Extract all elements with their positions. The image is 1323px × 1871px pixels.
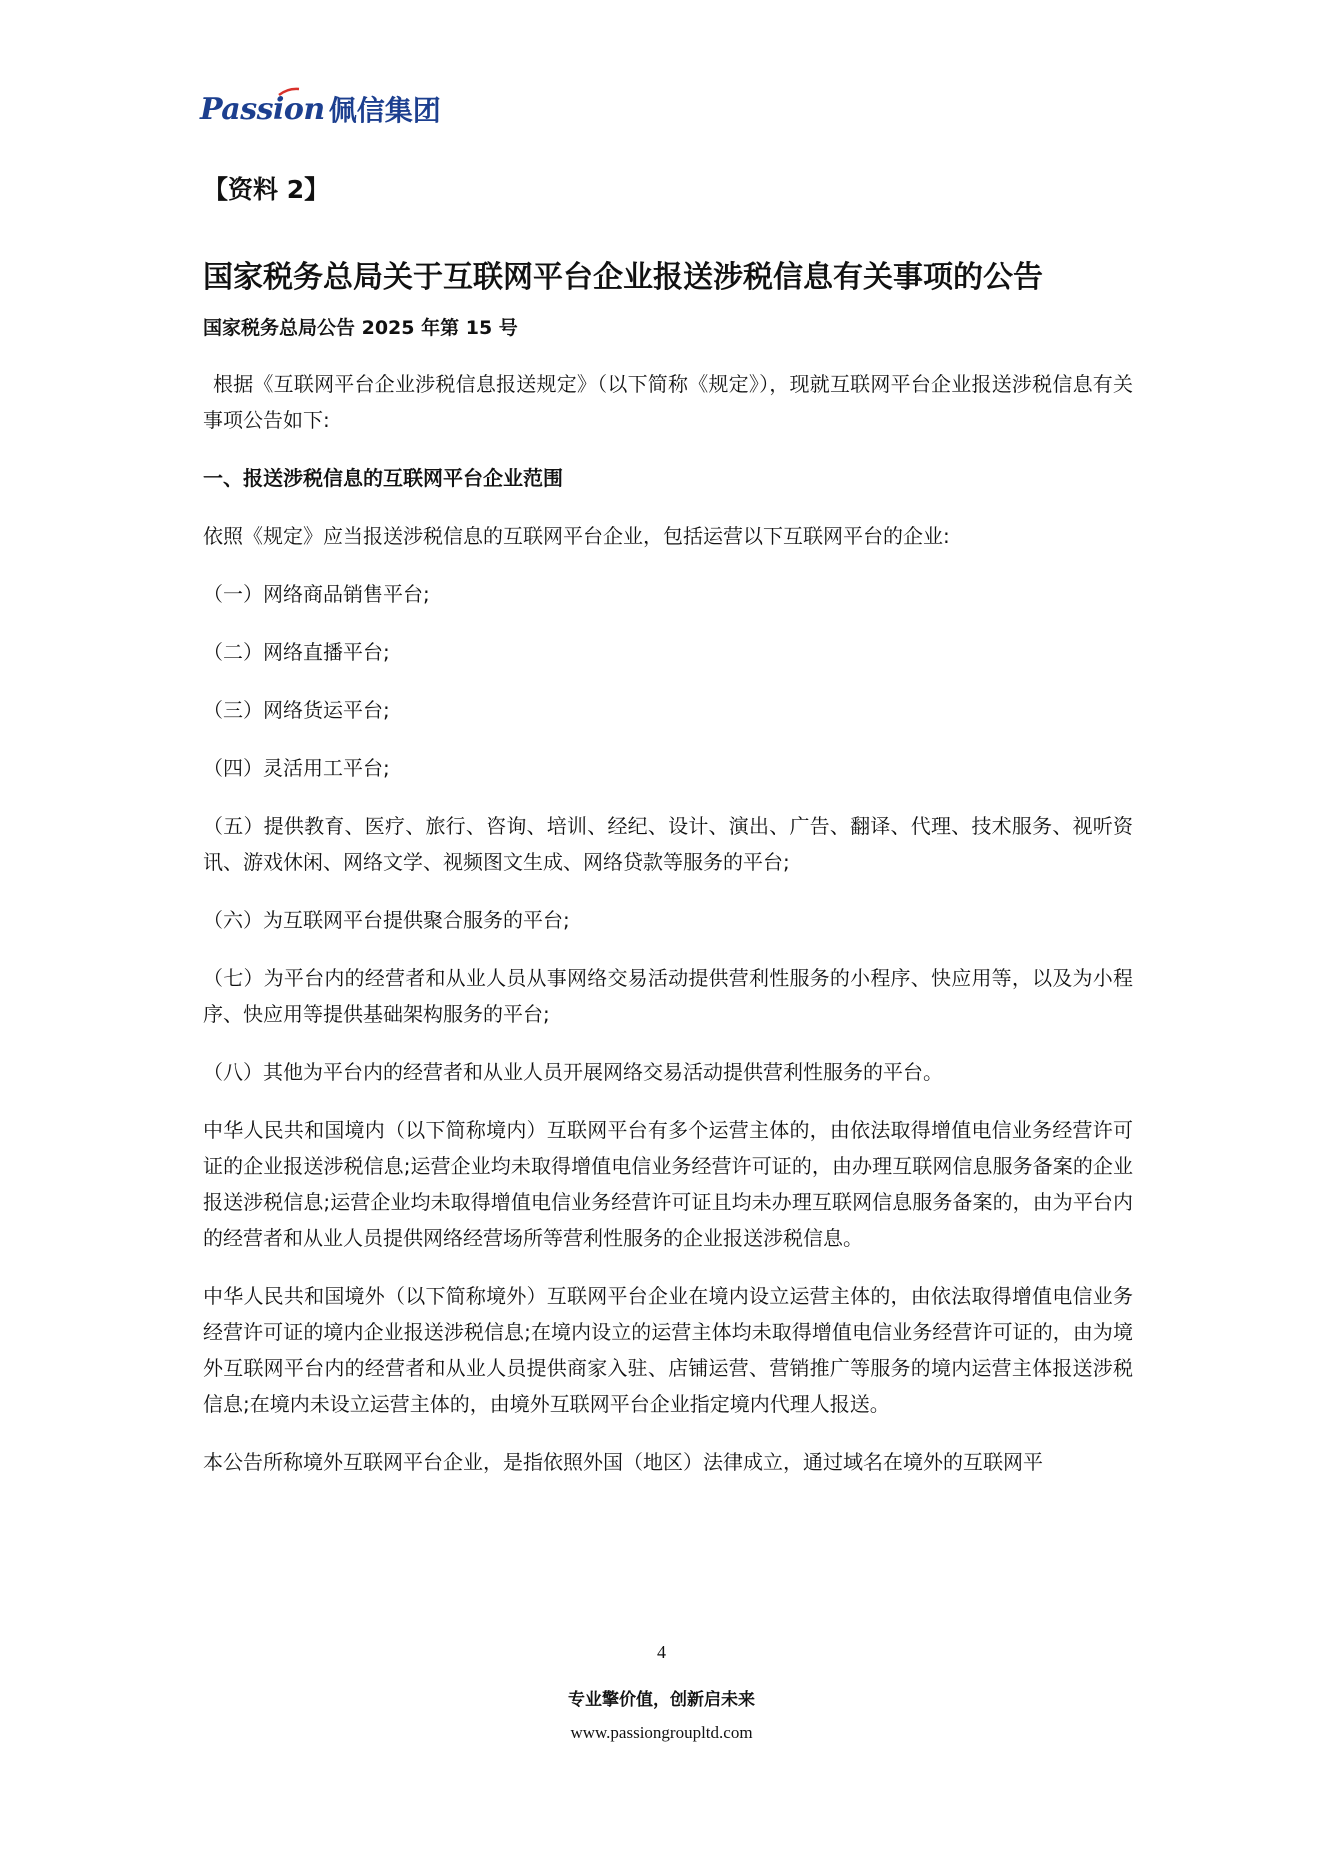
list-item: （八）其他为平台内的经营者和从业人员开展网络交易活动提供营利性服务的平台。: [203, 1060, 943, 1084]
company-logo: [200, 92, 441, 127]
list-item: （一）网络商品销售平台;: [203, 582, 430, 606]
definition-paragraph: 本公告所称境外互联网平台企业，是指依照外国（地区）法律成立，通过域名在境外的互联网平: [203, 1450, 1043, 1474]
footer-slogan: 专业擎价值，创新启未来: [568, 1690, 755, 1710]
document-body: [203, 170, 1133, 1502]
list-item: （三）网络货运平台;: [203, 698, 390, 722]
domestic-paragraph: 中华人民共和国境内（以下简称境内）互联网平台有多个运营主体的，由依法取得增值电信业务经营许可证的企业报送涉税信息;运营企业均未取得增值电信业务经营许可证的，由办理互联网信息服务备案的企业报送涉税信息;运营企业均未取得增值电信业务经营许可证且均未办理互联网信息服务备案的，由为平台内的经营者和从业人员提供网络经营场所等营利性服务的企业报送涉税信息。: [203, 1118, 1133, 1250]
list-item: （五）提供教育、医疗、旅行、咨询、培训、经纪、设计、演出、广告、翻译、代理、技术服务、视听资讯、游戏休闲、网络文学、视频图文生成、网络贷款等服务的平台;: [203, 814, 1133, 874]
logo-swoosh-icon: [278, 87, 300, 97]
list-item: （四）灵活用工平台;: [203, 756, 390, 780]
foreign-paragraph: 中华人民共和国境外（以下简称境外）互联网平台企业在境内设立运营主体的，由依法取得增值电信业务经营许可证的境内企业报送涉税信息;在境内设立的运营主体均未取得增值电信业务经营许可证的，由为境外互联网平台内的经营者和从业人员提供商家入驻、店铺运营、营销推广等服务的境内运营主体报送涉税信息;在境内未设立运营主体的，由境外互联网平台企业指定境内代理人报送。: [203, 1284, 1133, 1416]
logo-chinese-text: 佩信集团: [328, 94, 441, 127]
logo-script-text: Passion: [200, 92, 325, 127]
list-item: （六）为互联网平台提供聚合服务的平台;: [203, 908, 570, 932]
announcement-number: 国家税务总局公告 2025 年第 15 号: [203, 317, 518, 339]
document-title: 国家税务总局关于互联网平台企业报送涉税信息有关事项的公告: [203, 260, 1043, 295]
list-item: （二）网络直播平台;: [203, 640, 390, 664]
intro-paragraph: 根据《互联网平台企业涉税信息报送规定》（以下简称《规定》），现就互联网平台企业报送涉税信息有关事项公告如下:: [203, 372, 1133, 432]
page-number: 4: [657, 1642, 666, 1662]
list-item: （七）为平台内的经营者和从业人员从事网络交易活动提供营利性服务的小程序、快应用等，以及为小程序、快应用等提供基础架构服务的平台;: [203, 966, 1133, 1026]
lead-paragraph: 依照《规定》应当报送涉税信息的互联网平台企业，包括运营以下互联网平台的企业:: [203, 524, 950, 548]
material-tag: 【资料 2】: [203, 175, 330, 204]
footer-url: www.passiongroupltd.com: [570, 1723, 753, 1742]
section-heading: 一、报送涉税信息的互联网平台企业范围: [203, 466, 563, 490]
